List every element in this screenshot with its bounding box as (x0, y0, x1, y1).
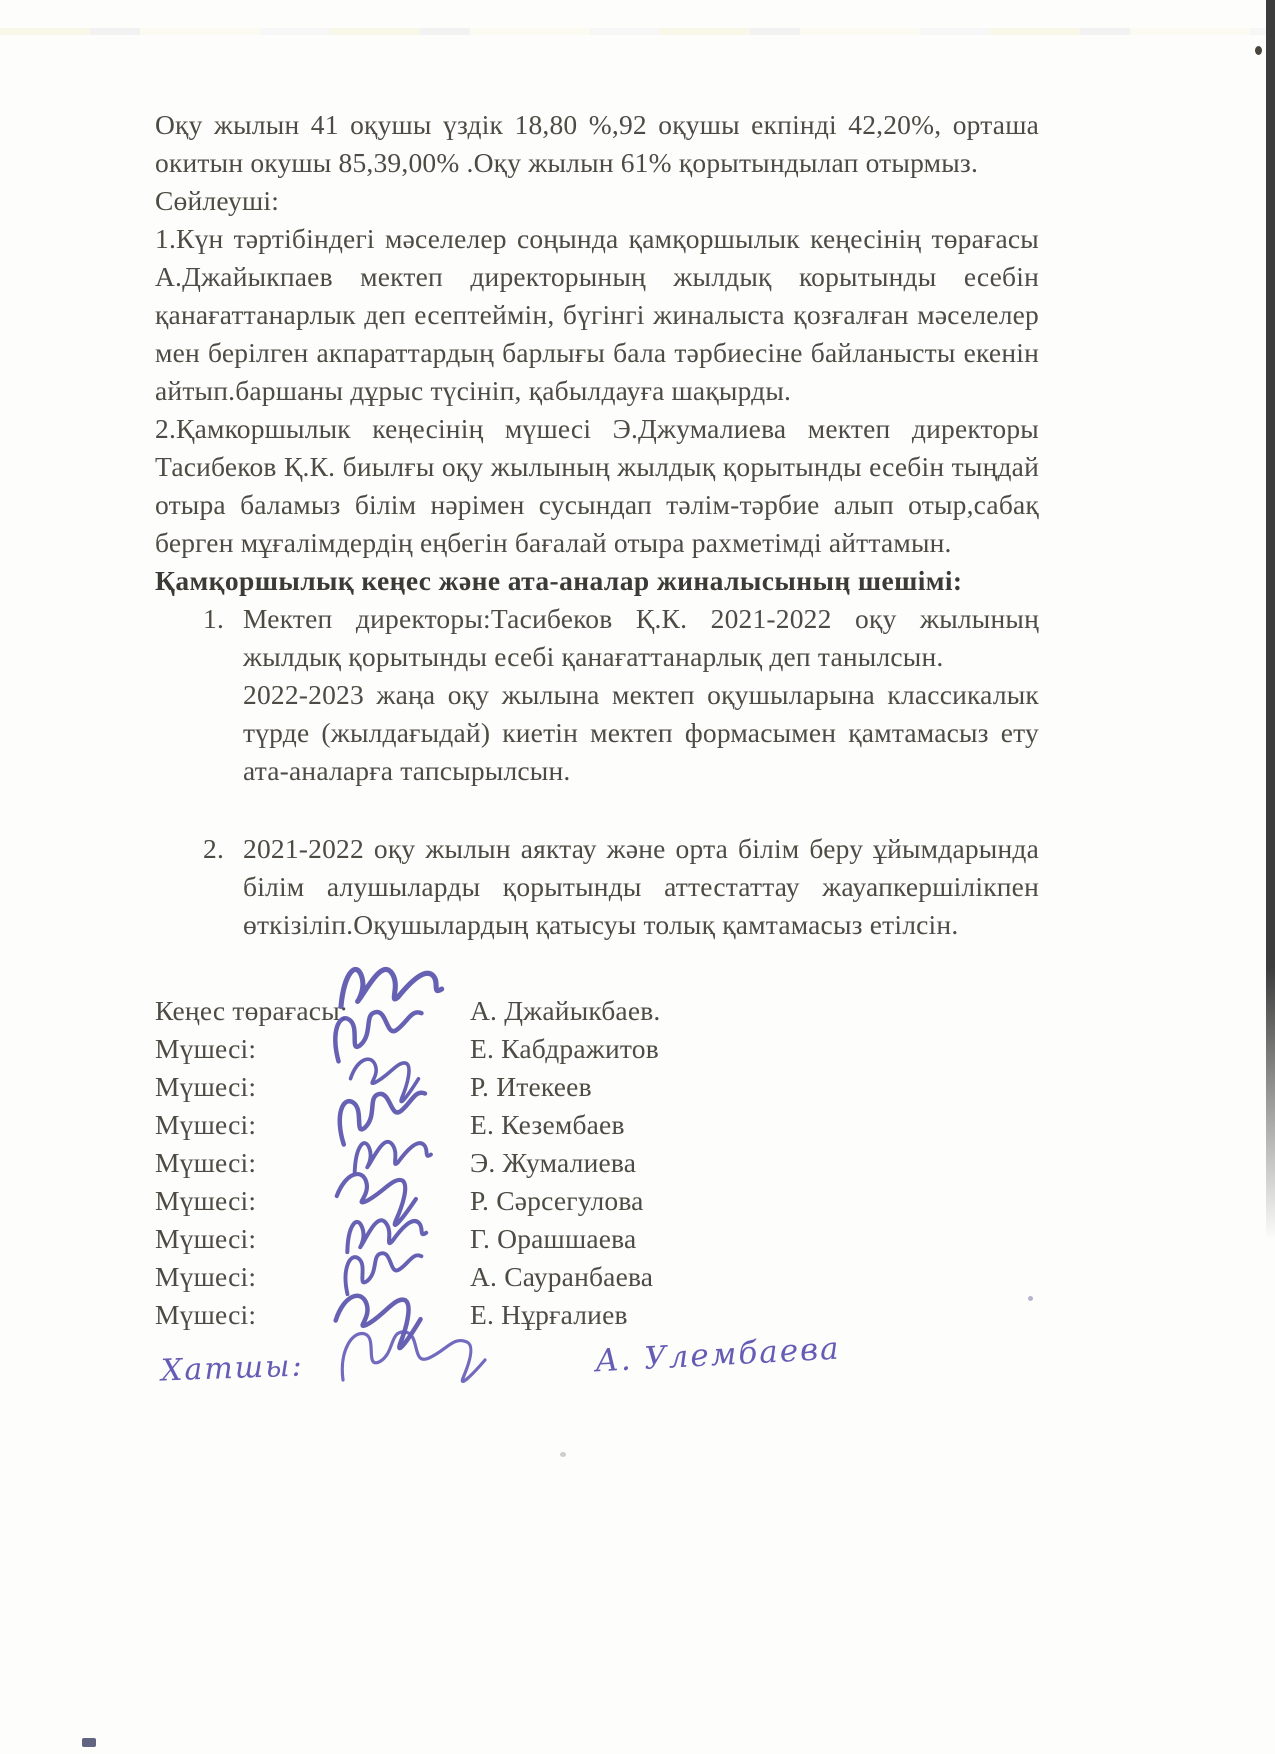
document-text-block (155, 106, 1039, 1408)
decision-heading: Қамқоршылық кеңес және ата-аналар жиналысының шешімі: (155, 565, 963, 596)
signature-role-label: Мүшесі: (155, 1185, 257, 1216)
signature-row (155, 1258, 1039, 1296)
signature-role-label: Мүшесі: (155, 1261, 257, 1292)
decision-item-2 (155, 830, 1039, 944)
signature-row (155, 1144, 1039, 1182)
scan-artifact-top-strip (0, 28, 1275, 35)
secretary-handwritten-row (155, 1330, 1039, 1408)
signature-role-label: Мүшесі: (155, 1147, 257, 1178)
speech-paragraph-1: 1.Күн тәртібіндегі мәселелер соңында қамқоршылык кеңесінің төрағасы А.Джайыкпаев мектеп директорының жылдық корытынды есебін қанағаттанарлык деп есептеймін, бүгінгі жиналыста қозғалған мәселелер мен берілген акпараттардың барлығы бала тәрбиесіне байланысты екенін айтып.баршаны дұрыс түсініп, қабылдауға шақырды. (155, 223, 1039, 406)
signature-person-name: Е. Нұрғалиев (470, 1299, 628, 1330)
signature-row (155, 1182, 1039, 1220)
signature-role-label: Мүшесі: (155, 1033, 257, 1064)
decision-1-text: Мектеп директоры:Тасибеков Қ.К. 2021-2022 оқу жылының жылдық қорытынды есебі қанағаттанарлық деп танылсын. (243, 603, 1039, 672)
scan-speck (1255, 46, 1262, 55)
signature-role-label: Мүшесі: (155, 1109, 257, 1140)
signature-role-label: Мүшесі: (155, 1299, 257, 1330)
speaker-label: Сөйлеуші: (155, 185, 280, 216)
signature-person-name: А. Джайыкбаев. (470, 995, 661, 1026)
signature-person-name: Г. Орашшаева (470, 1223, 637, 1254)
decision-item-1 (155, 600, 1039, 790)
signature-role-label: Кеңес төрағасы: (155, 995, 348, 1026)
signature-row (155, 1220, 1039, 1258)
signature-row (155, 1106, 1039, 1144)
signature-row (155, 1068, 1039, 1106)
signature-person-name: Р. Итекеев (470, 1071, 592, 1102)
signature-person-name: Э. Жумалиева (470, 1147, 637, 1178)
decision-2-number: 2. (203, 833, 225, 864)
decision-2-text: 2021-2022 оқу жылын аяктау және орта білім беру ұйымдарында білім алушыларды қорытынды аттестаттау жауапкершілікпен өткізіліп.Оқушылардың қатысуы толық қамтамасыз етілсін. (243, 833, 1039, 940)
speech-paragraph-2: 2.Қамкоршылык кеңесінің мүшесі Э.Джумалиева мектеп директоры Тасибеков Қ.К. биылғы оқу жылының жылдық қорытынды есебін тыңдай отыра баламыз білім нәрімен сусындап тәлім-тәрбие алып отыр,сабақ берген мұғалімдердің еңбегін бағалай отыра рахметімді айттамын. (155, 413, 1039, 558)
intro-paragraph: Оқу жылын 41 оқушы үздік 18,80 %,92 оқушы екпінді 42,20%, орташа окитын окушы 85,39,00% .Оқу жылын 61% қорытындылап отырмыз. (155, 109, 1039, 178)
signature-role-label: Мүшесі: (155, 1071, 257, 1102)
signature-person-name: Р. Сәрсегулова (470, 1185, 644, 1216)
signature-row (155, 992, 1039, 1030)
decision-1-number: 1. (203, 603, 225, 634)
signature-role-label: Мүшесі: (155, 1223, 257, 1254)
decision-1-body (243, 600, 1039, 790)
signature-block (155, 992, 1039, 1408)
signature-person-name: А. Сауранбаева (470, 1261, 654, 1292)
signature-person-name: Е. Кезембаев (470, 1109, 625, 1140)
signature-row (155, 1296, 1039, 1334)
secretary-name-handwritten: А. Улембаева (594, 1330, 842, 1380)
secretary-label-handwritten: Хатшы: (160, 1348, 305, 1389)
scan-speck (82, 1738, 96, 1747)
decision-1-text2: 2022-2023 жаңа оқу жылына мектеп оқушыларына классикалык түрде (жылдағыдай) киетін мектеп формасымен қамтамасыз ету ата-аналарға тапсырылсын. (243, 679, 1039, 786)
decision-2-body (243, 830, 1039, 944)
signature-person-name: Е. Кабдражитов (470, 1033, 659, 1064)
scan-speck (560, 1452, 566, 1457)
signature-row (155, 1030, 1039, 1068)
scan-artifact-right-edge (1266, 0, 1275, 1240)
